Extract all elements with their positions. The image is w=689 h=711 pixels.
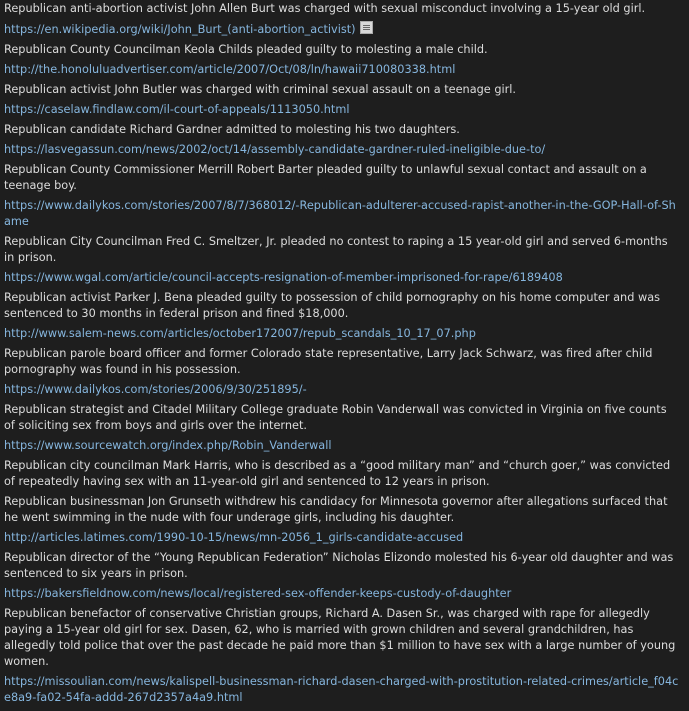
entry-text: Republican director of the “Young Republican Federation” Nicholas Elizondo molested his 6-year old daughter and was sentenced to six years in prison.: [4, 551, 674, 580]
source-link-label: https://bakersfieldnow.com/news/local/registered-sex-offender-keeps-custody-of-daughter: [4, 587, 512, 600]
list-item: [4, 122, 681, 158]
entry-text: Republican County Councilman Keola Childs pleaded guilty to molesting a male child.: [4, 43, 488, 56]
source-link[interactable]: [4, 674, 681, 706]
list-item: [4, 234, 681, 286]
entry-text: Republican city councilman Mark Harris, who is described as a “good military man” and “church goer,” was convicted of repeatedly having sex with an 11-year-old girl and sentenced to 12 years in prison.: [4, 459, 671, 488]
source-link-label: https://www.dailykos.com/stories/2007/8/7/368012/-Republican-adulterer-accused-rapist-another-in-the-GOP-Hall-of-Shame: [4, 199, 676, 228]
source-link[interactable]: [4, 530, 681, 546]
source-link-label: https://missoulian.com/news/kalispell-businessman-richard-dasen-charged-with-prostitution-related-crimes/article_f04ce8a9-fa02-54fa-addd-267d2357a4a9.html: [4, 675, 679, 704]
source-link[interactable]: [4, 438, 681, 454]
list-item: [4, 402, 681, 454]
list-item: [4, 162, 681, 230]
source-link[interactable]: [4, 62, 681, 78]
entry-text: Republican strategist and Citadel Military College graduate Robin Vanderwall was convicted in Virginia on five counts of soliciting sex from boys and girls over the internet.: [4, 403, 667, 432]
entry-text: Republican benefactor of conservative Christian groups, Richard A. Dasen Sr., was charged with rape for allegedly paying a 15-year old girl for sex. Dasen, 62, who is married with grown children and several grandchildren, has allegedly told police that over the past decade he paid more than $1 million to have sex with a large number of young women.: [4, 607, 676, 668]
list-item: [4, 494, 681, 546]
source-link[interactable]: [4, 270, 681, 286]
entry-text: Republican candidate Richard Gardner admitted to molesting his two daughters.: [4, 123, 460, 136]
list-item: [4, 606, 681, 706]
entry-text: Republican anti-abortion activist John Allen Burt was charged with sexual misconduct involving a 15-year old girl.: [4, 2, 646, 15]
source-link[interactable]: [4, 382, 681, 398]
source-link-label: https://www.sourcewatch.org/index.php/Robin_Vanderwall: [4, 439, 332, 452]
entry-text: Republican activist John Butler was charged with criminal sexual assault on a teenage girl.: [4, 83, 517, 96]
list-item: [4, 346, 681, 398]
source-link[interactable]: [4, 198, 681, 230]
list-item: [4, 82, 681, 118]
source-link[interactable]: [4, 21, 681, 38]
list-item: [4, 458, 681, 490]
source-link-label: https://www.dailykos.com/stories/2006/9/30/251895/-: [4, 383, 307, 396]
source-link[interactable]: [4, 102, 681, 118]
source-link-label: https://en.wikipedia.org/wiki/John_Burt_(anti-abortion_activist): [4, 23, 356, 36]
source-link[interactable]: [4, 586, 681, 602]
list-item: [4, 290, 681, 342]
source-link[interactable]: [4, 326, 681, 342]
source-link[interactable]: [4, 142, 681, 158]
source-link-label: http://www.salem-news.com/articles/october172007/repub_scandals_10_17_07.php: [4, 327, 476, 340]
source-link-label: https://caselaw.findlaw.com/il-court-of-appeals/1113050.html: [4, 103, 350, 116]
entry-text: Republican parole board officer and former Colorado state representative, Larry Jack Schwarz, was fired after child pornography was found in his possession.: [4, 347, 653, 376]
source-link-label: https://lasvegassun.com/news/2002/oct/14/assembly-candidate-gardner-ruled-ineligible-due-to/: [4, 143, 546, 156]
article-feed: [0, 1, 689, 706]
source-link-label: http://articles.latimes.com/1990-10-15/news/mn-2056_1_girls-candidate-accused: [4, 531, 464, 544]
source-link-label: http://the.honoluluadvertiser.com/article/2007/Oct/08/ln/hawaii710080338.html: [4, 63, 456, 76]
entry-text: Republican City Councilman Fred C. Smeltzer, Jr. pleaded no contest to raping a 15 year-old girl and served 6-months in prison.: [4, 235, 668, 264]
external-link-icon[interactable]: [360, 21, 373, 34]
entry-text: Republican activist Parker J. Bena pleaded guilty to possession of child pornography on his home computer and was sentenced to 30 months in federal prison and fined $18,000.: [4, 291, 661, 320]
source-link-label: https://www.wgal.com/article/council-accepts-resignation-of-member-imprisoned-for-rape/6189408: [4, 271, 563, 284]
list-item: [4, 1, 681, 38]
entry-text: Republican businessman Jon Grunseth withdrew his candidacy for Minnesota governor after allegations surfaced that he went swimming in the nude with four underage girls, including his daughter.: [4, 495, 668, 524]
list-item: [4, 550, 681, 602]
list-item: [4, 42, 681, 78]
entry-text: Republican County Commissioner Merrill Robert Barter pleaded guilty to unlawful sexual contact and assault on a teenage boy.: [4, 163, 647, 192]
